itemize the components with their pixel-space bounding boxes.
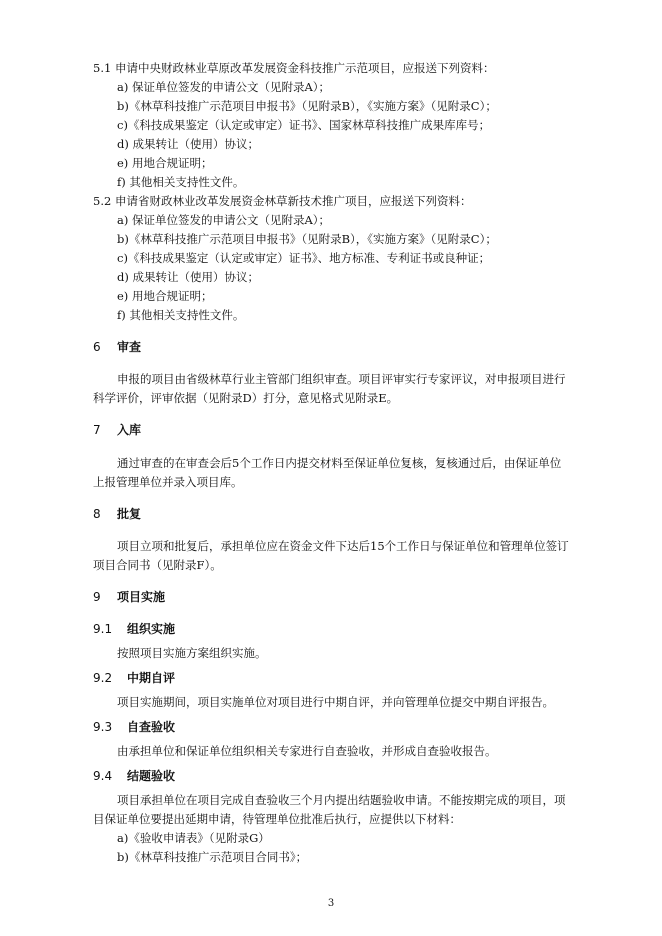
section-5-2-title: 5.2 申请省财政林业改革发展资金林草新技术推广项目，应报送下列资料：	[93, 194, 472, 208]
section-9-1-heading	[93, 621, 175, 637]
section-title: 自查验收	[127, 720, 176, 734]
paragraph-line: 目保证单位要提出延期申请，待管理单位批准后执行，应提供以下材料：	[93, 812, 461, 826]
list-item: e) 用地合规证明；	[117, 289, 213, 303]
list-item: b)《林草科技推广示范项目合同书》；	[117, 850, 308, 864]
section-title: 入库	[117, 423, 142, 437]
section-title: 批复	[117, 507, 142, 521]
paragraph-line: 申报的项目由省级林草行业主管部门组织审查。项目评审实行专家评议，对申报项目进行	[117, 372, 566, 386]
list-item: a)《验收申请表》（见附录G）	[117, 831, 270, 845]
paragraph-line: 按照项目实施方案组织实施。	[117, 646, 267, 660]
list-item: d) 成果转让（使用）协议；	[117, 270, 260, 284]
section-number: 9.3	[93, 720, 113, 734]
section-number: 9	[93, 590, 101, 604]
section-9-4-heading	[93, 768, 175, 784]
paragraph-line: 项目合同书（见附录F）。	[93, 558, 222, 572]
paragraph-line: 上报管理单位并录入项目库。	[93, 475, 243, 489]
section-9-3-heading	[93, 719, 175, 735]
list-item: b)《林草科技推广示范项目申报书》（见附录B），《实施方案》（见附录C）；	[117, 232, 497, 246]
paragraph-line: 通过审查的在审查会后5个工作日内提交材料至保证单位复核，复核通过后，由保证单位	[117, 456, 562, 470]
section-number: 8	[93, 507, 101, 521]
list-item: c)《科技成果鉴定（认定或审定）证书》、国家林草科技推广成果库库号；	[117, 118, 491, 132]
section-7-heading	[93, 422, 141, 438]
list-item: a) 保证单位签发的申请公文（见附录A）；	[117, 80, 331, 94]
section-9-heading	[93, 589, 165, 605]
section-number: 9.1	[93, 622, 113, 636]
section-title: 中期自评	[127, 671, 176, 685]
paragraph-line: 项目立项和批复后，承担单位应在资金文件下达后15个工作日与保证单位和管理单位签订	[117, 539, 569, 553]
section-number: 6	[93, 340, 101, 354]
list-item: f) 其他相关支持性文件。	[117, 175, 245, 189]
section-number: 9.4	[93, 769, 113, 783]
section-6-heading	[93, 339, 141, 355]
paragraph-line: 项目实施期间，项目实施单位对项目进行中期自评，并向管理单位提交中期自评报告。	[117, 695, 554, 709]
paragraph-line: 由承担单位和保证单位组织相关专家进行自查验收，并形成自查验收报告。	[117, 744, 497, 758]
section-title: 审查	[117, 340, 142, 354]
section-title: 项目实施	[117, 590, 166, 604]
section-number: 9.2	[93, 671, 113, 685]
list-item: c)《科技成果鉴定（认定或审定）证书》、地方标准、专利证书或良种证；	[117, 251, 491, 265]
list-item: f) 其他相关支持性文件。	[117, 308, 245, 322]
list-item: d) 成果转让（使用）协议；	[117, 137, 260, 151]
section-title: 组织实施	[127, 622, 176, 636]
list-item: b)《林草科技推广示范项目申报书》（见附录B），《实施方案》（见附录C）；	[117, 99, 497, 113]
paragraph-line: 项目承担单位在项目完成自查验收三个月内提出结题验收申请。不能按期完成的项目，项	[117, 793, 566, 807]
page-number: 3	[327, 898, 335, 909]
section-number: 7	[93, 423, 101, 437]
list-item: a) 保证单位签发的申请公文（见附录A）；	[117, 213, 331, 227]
list-item: e) 用地合规证明；	[117, 156, 213, 170]
section-8-heading	[93, 506, 141, 522]
section-title: 结题验收	[127, 769, 176, 783]
paragraph-line: 科学评价，评审依据（见附录D）打分，意见格式见附录E。	[93, 391, 399, 405]
section-5-1-title: 5.1 申请中央财政林业草原改革发展资金科技推广示范项目，应报送下列资料：	[93, 61, 495, 75]
section-9-2-heading	[93, 670, 175, 686]
